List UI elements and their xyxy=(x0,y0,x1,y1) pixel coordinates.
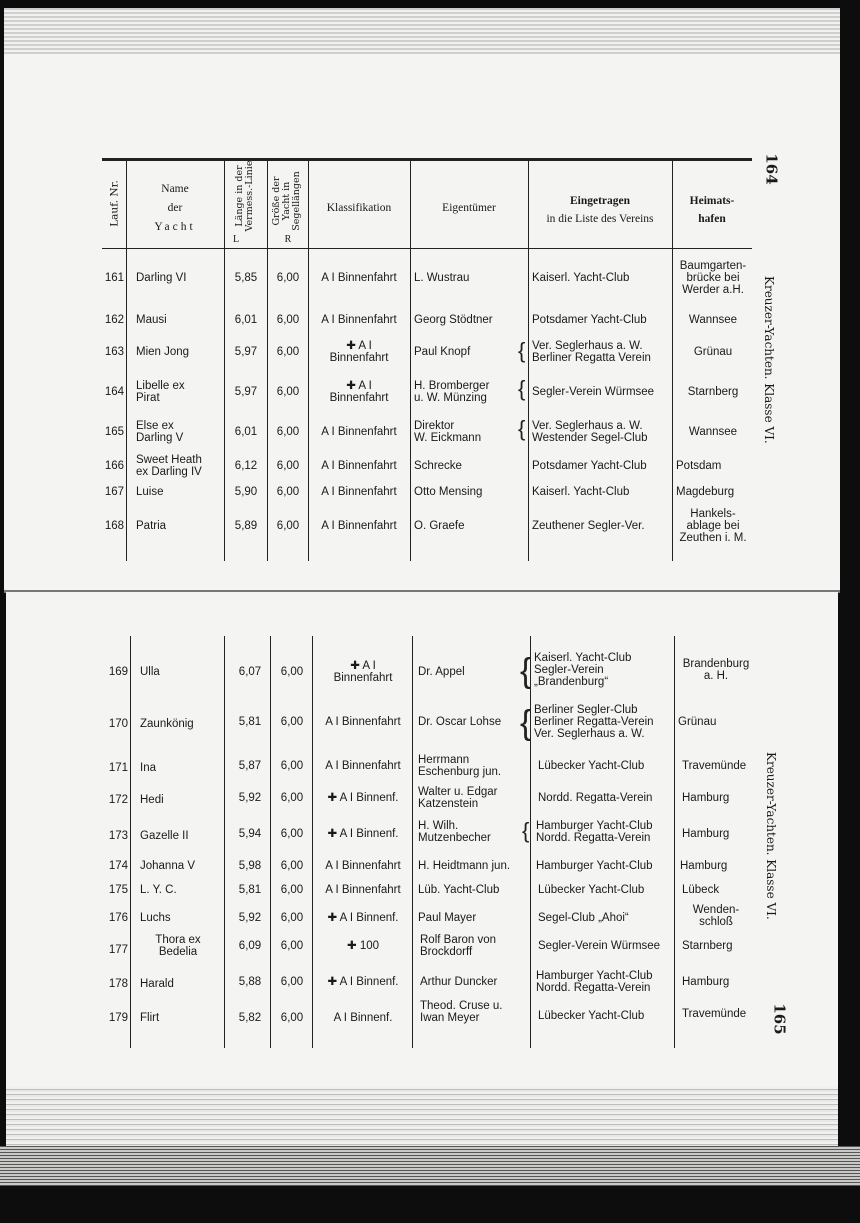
header-eingetragen-line: Eingetragen xyxy=(569,195,631,207)
row-name: Zaunkönig xyxy=(140,718,194,730)
row-owner: Paul Mayer xyxy=(418,912,477,924)
row-laenge: 5,94 xyxy=(238,828,262,840)
row-name: Sweet Heath ex Darling IV xyxy=(136,454,202,478)
header-eingetragen-line: in die Liste des Vereins xyxy=(546,213,654,225)
row-owner: O. Graefe xyxy=(414,520,465,532)
row-groesse: 6,00 xyxy=(276,486,300,498)
header-groesse: Größe der Yacht in Segellängen xyxy=(271,171,302,231)
row-verein: Hamburger Yacht-Club xyxy=(536,860,653,872)
row-laenge: 5,87 xyxy=(238,760,262,772)
row-hafen: Travemünde xyxy=(682,1008,747,1020)
row-hafen: Hamburg xyxy=(682,976,730,988)
row-name: Harald xyxy=(140,978,174,990)
row-nr: 164 xyxy=(104,386,124,398)
header-name-line: Yacht xyxy=(154,221,196,233)
row-verein: Kaiserl. Yacht-Club Segler-Verein „Brandenburg“ xyxy=(534,652,632,688)
row-groesse: 6,00 xyxy=(276,272,300,284)
row-klassifikation: A I Binnenfahrt xyxy=(325,760,401,772)
row-name: Gazelle II xyxy=(140,830,189,842)
row-laenge: 5,97 xyxy=(234,386,258,398)
row-hafen: Grünau xyxy=(693,346,733,358)
row-nr: 174 xyxy=(108,860,128,872)
row-groesse: 6,00 xyxy=(280,1012,304,1024)
brace-icon: { xyxy=(520,652,532,690)
row-nr: 169 xyxy=(108,666,128,678)
row-groesse: 6,00 xyxy=(280,976,304,988)
row-verein: Segler-Verein Würmsee xyxy=(532,386,655,398)
row-verein: Kaiserl. Yacht-Club xyxy=(532,486,630,498)
row-laenge: 5,98 xyxy=(238,860,262,872)
row-owner: Dr. Appel xyxy=(418,666,465,678)
page-edge-bottom xyxy=(6,1087,838,1147)
brace-icon: { xyxy=(518,376,526,401)
row-laenge: 5,89 xyxy=(234,520,258,532)
header-heimat-line: Heimats- xyxy=(689,195,735,207)
header-rule xyxy=(102,248,752,249)
row-klassifikation: A I Binnenfahrt xyxy=(321,520,397,532)
row-name: Johanna V xyxy=(140,860,195,872)
row-groesse: 6,00 xyxy=(280,792,304,804)
row-nr: 167 xyxy=(104,486,124,498)
row-groesse: 6,00 xyxy=(280,940,304,952)
row-nr: 163 xyxy=(104,346,124,358)
row-hafen: Wannsee xyxy=(688,426,738,438)
row-owner: Schrecke xyxy=(414,460,462,472)
row-name: Mien Jong xyxy=(136,346,190,358)
page-stack-edge xyxy=(0,1146,860,1186)
row-name: Hedi xyxy=(140,794,164,806)
page-164 xyxy=(4,8,840,593)
row-hafen: Grünau xyxy=(678,716,717,728)
col-divider xyxy=(674,636,675,1048)
row-laenge: 5,81 xyxy=(238,884,262,896)
brace-icon: { xyxy=(518,338,526,363)
page-number: 164 xyxy=(762,153,781,185)
row-verein: Lübecker Yacht-Club xyxy=(538,884,645,896)
col-divider xyxy=(224,161,225,561)
row-groesse: 6,00 xyxy=(276,460,300,472)
row-groesse: 6,00 xyxy=(276,386,300,398)
row-nr: 161 xyxy=(104,272,124,284)
row-klassifikation: ✚ A I Binnenf. xyxy=(327,828,399,840)
row-klassifikation: A I Binnenfahrt xyxy=(325,716,401,728)
row-verein: Hamburger Yacht-Club Nordd. Regatta-Verein xyxy=(536,970,653,994)
row-name: Flirt xyxy=(140,1012,160,1024)
row-owner: Rolf Baron von Brockdorff xyxy=(420,934,497,958)
row-groesse: 6,00 xyxy=(276,426,300,438)
row-laenge: 6,01 xyxy=(234,314,258,326)
row-owner: Dr. Oscar Lohse xyxy=(418,716,502,728)
row-owner: Theod. Cruse u. Iwan Meyer xyxy=(420,1000,503,1024)
row-owner: Walter u. Edgar Katzenstein xyxy=(418,786,498,810)
row-laenge: 5,90 xyxy=(234,486,258,498)
page-number: 165 xyxy=(770,1003,789,1035)
row-laenge: 5,97 xyxy=(234,346,258,358)
col-divider xyxy=(410,161,411,561)
row-hafen: Starnberg xyxy=(682,940,733,952)
row-klassifikation: A I Binnenfahrt xyxy=(321,426,397,438)
col-divider xyxy=(270,636,271,1048)
row-verein: Segel-Club „Ahoi“ xyxy=(538,912,629,924)
row-klassifikation: A I Binnenfahrt xyxy=(325,884,401,896)
row-nr: 166 xyxy=(104,460,124,472)
row-nr: 171 xyxy=(108,762,128,774)
row-hafen: Hamburg xyxy=(680,860,728,872)
row-nr: 165 xyxy=(104,426,124,438)
running-title: Kreuzer-Yachten. Klasse VI. xyxy=(764,752,778,920)
row-groesse: 6,00 xyxy=(280,860,304,872)
row-name: Luchs xyxy=(140,912,171,924)
row-laenge: 5,88 xyxy=(238,976,262,988)
row-owner: Lüb. Yacht-Club xyxy=(418,884,500,896)
row-nr: 172 xyxy=(108,794,128,806)
row-name: Ina xyxy=(140,762,156,774)
row-klassifikation: ✚ A I Binnenf. xyxy=(327,792,399,804)
row-klassifikation: ✚ A I Binnenfahrt xyxy=(329,340,389,364)
brace-icon: { xyxy=(520,704,532,742)
row-hafen: Wenden- schloß xyxy=(692,904,740,928)
row-groesse: 6,00 xyxy=(276,314,300,326)
row-groesse: 6,00 xyxy=(276,520,300,532)
row-nr: 168 xyxy=(104,520,124,532)
row-groesse: 6,00 xyxy=(280,666,304,678)
row-klassifikation: ✚ A I Binnenfahrt xyxy=(329,380,389,404)
row-hafen: Potsdam xyxy=(676,460,722,472)
row-groesse: 6,00 xyxy=(276,346,300,358)
page-165 xyxy=(6,592,838,1147)
row-owner: Georg Stödtner xyxy=(414,314,493,326)
header-lauf-nr: Lauf. Nr. xyxy=(108,180,121,227)
row-klassifikation: A I Binnenfahrt xyxy=(321,272,397,284)
table-top-rule xyxy=(102,158,752,161)
row-laenge: 6,09 xyxy=(238,940,262,952)
page-edge-top xyxy=(4,8,840,54)
row-owner: Paul Knopf xyxy=(414,346,471,358)
header-klassifikation: Klassifikation xyxy=(326,202,392,214)
brace-icon: { xyxy=(518,416,526,441)
row-name: Darling VI xyxy=(136,272,187,284)
header-eingetragen xyxy=(528,192,672,228)
row-verein: Berliner Segler-Club Berliner Regatta-Verein Ver. Seglerhaus a. W. xyxy=(534,704,654,740)
row-nr: 162 xyxy=(104,314,124,326)
row-verein: Ver. Seglerhaus a. W. Westender Segel-Club xyxy=(532,420,648,444)
header-heimatshafen xyxy=(672,192,752,228)
row-klassifikation: ✚ A I Binnenfahrt xyxy=(333,660,393,684)
row-klassifikation: ✚ 100 xyxy=(346,940,380,952)
col-divider xyxy=(224,636,225,1048)
row-hafen: Lübeck xyxy=(682,884,720,896)
header-name-line: Name xyxy=(161,183,189,195)
row-owner: L. Wustrau xyxy=(414,272,470,284)
row-owner: H. Heidtmann jun. xyxy=(418,860,511,872)
col-divider xyxy=(530,636,531,1048)
row-name: Mausi xyxy=(136,314,167,326)
header-heimat-line: hafen xyxy=(698,213,726,225)
row-hafen: Brandenburg a. H. xyxy=(682,658,750,682)
header-name-line: der xyxy=(167,202,183,214)
row-owner: Direktor W. Eickmann xyxy=(414,420,482,444)
row-groesse: 6,00 xyxy=(280,912,304,924)
row-laenge: 5,92 xyxy=(238,912,262,924)
row-owner: Arthur Duncker xyxy=(420,976,498,988)
row-owner: H. Bromberger u. W. Münzing xyxy=(414,380,490,404)
row-verein: Lübecker Yacht-Club xyxy=(538,760,645,772)
row-name: Ulla xyxy=(140,666,160,678)
header-groesse-symbol: R xyxy=(284,234,292,245)
row-hafen: Magdeburg xyxy=(676,486,735,498)
row-laenge: 5,92 xyxy=(238,792,262,804)
row-verein: Lübecker Yacht-Club xyxy=(538,1010,645,1022)
row-verein: Potsdamer Yacht-Club xyxy=(532,314,647,326)
row-owner: Otto Mensing xyxy=(414,486,483,498)
row-laenge: 6,12 xyxy=(234,460,258,472)
yacht-table-bottom xyxy=(102,636,758,1048)
row-owner: Herrmann Eschenburg jun. xyxy=(418,754,502,778)
row-klassifikation: A I Binnenfahrt xyxy=(321,460,397,472)
row-nr: 179 xyxy=(108,1012,128,1024)
running-title: Kreuzer-Yachten. Klasse VI. xyxy=(762,276,776,444)
row-name: L. Y. C. xyxy=(140,884,177,896)
row-laenge: 6,07 xyxy=(238,666,262,678)
row-nr: 178 xyxy=(108,978,128,990)
row-groesse: 6,00 xyxy=(280,828,304,840)
row-laenge: 5,82 xyxy=(238,1012,262,1024)
row-nr: 177 xyxy=(108,944,128,956)
row-verein: Kaiserl. Yacht-Club xyxy=(532,272,630,284)
row-verein: Ver. Seglerhaus a. W. Berliner Regatta Verein xyxy=(532,340,651,364)
row-groesse: 6,00 xyxy=(280,716,304,728)
row-name: Else ex Darling V xyxy=(136,420,184,444)
row-name: Thora ex Bedelia xyxy=(155,934,201,958)
row-verein: Hamburger Yacht-Club Nordd. Regatta-Verein xyxy=(536,820,653,844)
row-groesse: 6,00 xyxy=(280,760,304,772)
row-verein: Segler-Verein Würmsee xyxy=(538,940,661,952)
row-hafen: Hamburg xyxy=(682,792,730,804)
row-klassifikation: A I Binnenf. xyxy=(333,1012,393,1024)
row-verein: Potsdamer Yacht-Club xyxy=(532,460,647,472)
yacht-table-top xyxy=(102,158,752,568)
row-laenge: 5,85 xyxy=(234,272,258,284)
row-laenge: 6,01 xyxy=(234,426,258,438)
header-laenge-symbol: L xyxy=(232,234,240,245)
brace-icon: { xyxy=(522,818,530,843)
header-laenge: Länge in der Vermess.-Linie xyxy=(234,160,255,232)
row-nr: 176 xyxy=(108,912,128,924)
row-name: Libelle ex Pirat xyxy=(136,380,185,404)
row-hafen: Starnberg xyxy=(687,386,739,398)
row-nr: 173 xyxy=(108,830,128,842)
row-klassifikation: A I Binnenfahrt xyxy=(321,314,397,326)
row-klassifikation: ✚ A I Binnenf. xyxy=(327,976,399,988)
row-hafen: Baumgarten- brücke bei Werder a.H. xyxy=(679,260,747,296)
row-hafen: Hankels- ablage bei Zeuthen i. M. xyxy=(679,508,747,544)
row-laenge: 5,81 xyxy=(238,716,262,728)
row-hafen: Travemünde xyxy=(682,760,747,772)
row-klassifikation: ✚ A I Binnenf. xyxy=(327,912,399,924)
row-verein: Zeuthener Segler-Ver. xyxy=(532,520,645,532)
row-hafen: Hamburg xyxy=(682,828,730,840)
row-groesse: 6,00 xyxy=(280,884,304,896)
header-name xyxy=(126,180,224,237)
row-klassifikation: A I Binnenfahrt xyxy=(321,486,397,498)
row-owner: H. Wilh. Mutzenbecher xyxy=(418,820,491,844)
row-verein: Nordd. Regatta-Verein xyxy=(538,792,653,804)
header-eigentuemer: Eigentümer xyxy=(442,202,496,214)
row-name: Luise xyxy=(136,486,164,498)
col-divider xyxy=(130,636,131,1048)
row-hafen: Wannsee xyxy=(688,314,738,326)
row-nr: 175 xyxy=(108,884,128,896)
row-klassifikation: A I Binnenfahrt xyxy=(325,860,401,872)
col-divider xyxy=(267,161,268,561)
row-nr: 170 xyxy=(108,718,128,730)
row-name: Patria xyxy=(136,520,167,532)
